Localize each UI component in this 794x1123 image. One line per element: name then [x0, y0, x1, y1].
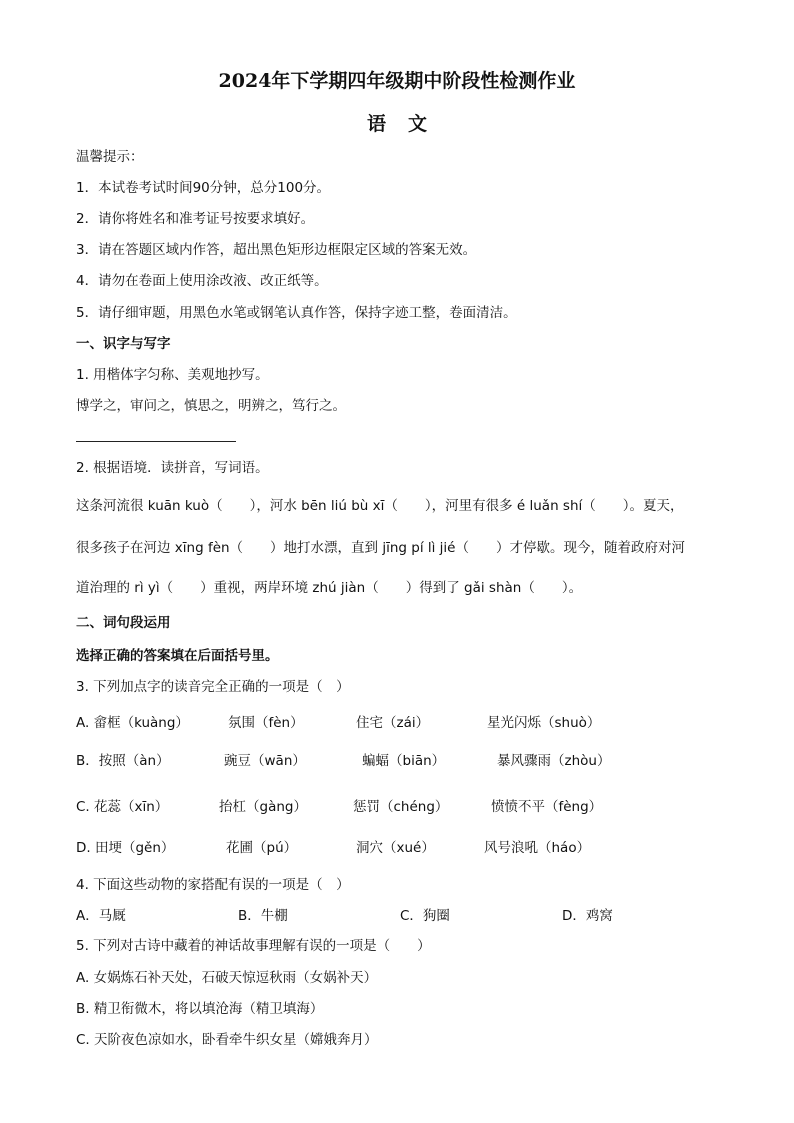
section-instruction: 选择正确的答案填在后面括号里。 — [76, 648, 279, 664]
option-item: B．按照（àn） — [76, 753, 170, 769]
notice-heading: 温馨提示： — [76, 149, 144, 165]
page-title: 2024年下学期四年级期中阶段性检测作业 — [218, 70, 576, 92]
pinyin-line: 这条河流很 kuān kuò（ ），河水 bēn liú bù xī（ ），河里有很多 é luǎn shí（ ）。夏天， — [76, 498, 684, 514]
option-item: D. 田埂（gěn） — [76, 840, 175, 856]
section-heading: 二、词句段运用 — [76, 615, 171, 631]
pinyin-line: 很多孩子在河边 xīng fèn（ ）地打水漂，直到 jīng pí lì jié（ ）才停歇。现今，随着政府对河 — [76, 540, 685, 556]
copy-text: 博学之，审问之，慎思之，明辨之，笃行之。 — [76, 398, 346, 414]
option-item: 氛围（fèn） — [228, 715, 304, 731]
section-heading: 一、识字与写字 — [76, 336, 171, 352]
option-item: A．马厩 — [76, 908, 126, 924]
option-item: 豌豆（wān） — [224, 753, 306, 769]
option-item: 愤愤不平（fèng） — [491, 799, 603, 815]
option-item: 花圃（pú） — [226, 840, 298, 856]
option-item: 风号浪吼（háo） — [484, 840, 591, 856]
notice-item: 1．本试卷考试时间90分钟，总分100分。 — [76, 180, 331, 196]
option-item: 抬杠（gàng） — [219, 799, 307, 815]
question-prompt: 4. 下面这些动物的家搭配有误的一项是（ ） — [76, 877, 350, 893]
answer-line[interactable] — [76, 441, 236, 442]
option-item: A. 女娲炼石补天处，石破天惊逗秋雨（女娲补天） — [76, 970, 378, 986]
option-item: 惩罚（chéng） — [353, 799, 449, 815]
question-prompt: 1. 用楷体字匀称、美观地抄写。 — [76, 367, 269, 383]
option-item: B．牛棚 — [238, 908, 288, 924]
option-item: 星光闪烁（shuò） — [487, 715, 601, 731]
option-item: B. 精卫衔微木，将以填沧海（精卫填海） — [76, 1001, 324, 1017]
notice-item: 4．请勿在卷面上使用涂改液、改正纸等。 — [76, 273, 328, 289]
option-item: A. 畲框（kuàng） — [76, 715, 189, 731]
question-prompt: 2. 根据语境．读拼音，写词语。 — [76, 460, 269, 476]
question-prompt: 3. 下列加点字的读音完全正确的一项是（ ） — [76, 679, 350, 695]
option-item: C. 天阶夜色凉如水，卧看牵牛织女星（嫦娥奔月） — [76, 1032, 378, 1048]
option-item: 暴风骤雨（zhòu） — [497, 753, 611, 769]
subject-title: 语文 — [366, 113, 449, 135]
pinyin-line: 道治理的 rì yì（ ）重视，两岸环境 zhú jiàn（ ）得到了 gǎi shàn（ ）。 — [76, 580, 583, 596]
option-item: 蝙蝠（biān） — [362, 753, 446, 769]
option-item: C. 花蕊（xīn） — [76, 799, 169, 815]
notice-item: 3．请在答题区域内作答，超出黑色矩形边框限定区域的答案无效。 — [76, 242, 477, 258]
question-prompt: 5. 下列对古诗中藏着的神话故事理解有误的一项是（ ） — [76, 938, 431, 954]
option-item: C．狗圈 — [400, 908, 450, 924]
notice-item: 2．请你将姓名和准考证号按要求填好。 — [76, 211, 315, 227]
notice-item: 5．请仔细审题，用黑色水笔或钢笔认真作答，保持字迹工整，卷面清洁。 — [76, 305, 517, 321]
option-item: D．鸡窝 — [562, 908, 613, 924]
option-item: 洞穴（xué） — [356, 840, 435, 856]
option-item: 住宅（zái） — [356, 715, 430, 731]
